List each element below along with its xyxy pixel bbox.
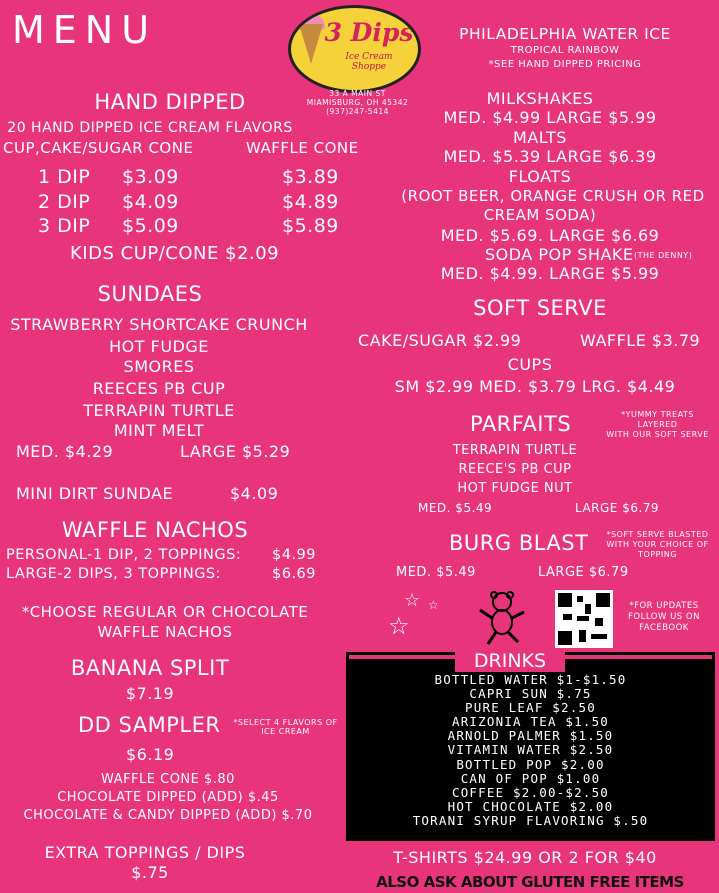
drink-item: COFFEE $2.00-$2.50 (451, 785, 610, 800)
drink-item: HOT CHOCOLATE $2.00 (447, 799, 614, 814)
dancing-bear-icon (476, 590, 528, 646)
soda-pop-title: SODA POP SHAKE (485, 245, 634, 264)
shop-logo (288, 5, 421, 93)
extra-toppings-price: $.75 (131, 863, 169, 882)
parfait-item: HOT FUDGE NUT (457, 481, 573, 496)
facebook-qr-code[interactable] (555, 590, 613, 648)
floats-desc: (ROOT BEER, ORANGE CRUSH OR RED (401, 187, 705, 205)
nachos-personal-price: $4.99 (272, 547, 317, 563)
drink-item: BOTTLED WATER $1-$1.50 (434, 672, 627, 687)
parfaits-title: PARFAITS (470, 412, 572, 436)
milkshakes-title: MILKSHAKES (486, 89, 594, 108)
facebook-note: *FOR UPDATES FOLLOW US ON FACEBOOK (628, 601, 700, 633)
parfait-item: TERRAPIN TURTLE (452, 443, 578, 458)
soft-serve-cup-prices: SM $2.99 MED. $3.79 LRG. $4.49 (394, 377, 676, 396)
sundae-item: TERRAPIN TURTLE (83, 401, 235, 420)
gluten-free-note: ALSO ASK ABOUT GLUTEN FREE ITEMS (376, 873, 684, 891)
logo-subtitle: Ice Cream Shoppe (345, 52, 393, 72)
soda-pop-prices: MED. $4.99. LARGE $5.99 (440, 264, 660, 283)
drink-item: TORANI SYRUP FLAVORING $.50 (412, 813, 649, 828)
dip-row-cup: $5.09 (122, 215, 179, 237)
water-ice-note: *SEE HAND DIPPED PRICING (488, 59, 642, 70)
sundae-large-price: LARGE $5.29 (180, 442, 291, 461)
nachos-large-price: $6.69 (272, 566, 317, 582)
floats-title: FLOATS (508, 167, 572, 186)
tshirts: T-SHIRTS $24.99 OR 2 FOR $40 (393, 848, 657, 867)
burg-blast-large: LARGE $6.79 (538, 565, 629, 580)
floats-prices: MED. $5.69. LARGE $6.69 (440, 226, 660, 245)
mini-dirt-sundae: MINI DIRT SUNDAE (16, 484, 174, 503)
menu-title: MENU (12, 8, 158, 52)
addon-choc-candy: CHOCOLATE & CANDY DIPPED (ADD) $.70 (23, 808, 313, 823)
parfait-item: REECE'S PB CUP (458, 462, 572, 477)
sundae-item: HOT FUDGE (109, 337, 209, 356)
nachos-large: LARGE-2 DIPS, 3 TOPPINGS: (6, 566, 222, 582)
col-header-waffle: WAFFLE CONE (246, 139, 359, 157)
sundae-item: SMORES (123, 357, 195, 376)
dip-row-label: 2 DIP (38, 191, 91, 213)
extra-toppings: EXTRA TOPPINGS / DIPS (44, 843, 246, 862)
address: 33 A MAIN ST MIAMISBURG, OH 45342 (937)247-5414 (306, 89, 409, 116)
addon-waffle-cone: WAFFLE CONE $.80 (101, 772, 235, 787)
sundae-item: MINT MELT (113, 421, 205, 440)
soft-serve-waffle: WAFFLE $3.79 (580, 331, 701, 350)
drink-item: CAPRI SUN $.75 (469, 686, 592, 701)
sundae-item: REECES PB CUP (92, 379, 226, 398)
parfait-med-price: MED. $5.49 (418, 501, 493, 515)
parfait-large-price: LARGE $6.79 (575, 501, 660, 515)
sundae-item: STRAWBERRY SHORTCAKE CRUNCH (10, 315, 308, 334)
soda-pop-note: (THE DENNY) (634, 251, 693, 260)
col-header-cup: CUP,CAKE/SUGAR CONE (3, 139, 194, 157)
hand-dipped-title: HAND DIPPED (94, 90, 246, 114)
milkshakes-prices: MED. $4.99 LARGE $5.99 (443, 108, 657, 127)
burg-blast-title: BURG BLAST (449, 531, 589, 555)
dd-sampler-price: $6.19 (126, 745, 175, 764)
star-icon: ☆ (404, 590, 421, 611)
addon-choc-dipped: CHOCOLATE DIPPED (ADD) $.45 (57, 790, 279, 805)
dip-row-waffle: $3.89 (282, 166, 339, 188)
drink-item: VITAMIN WATER $2.50 (447, 742, 614, 757)
nachos-personal: PERSONAL-1 DIP, 2 TOPPINGS: (6, 547, 242, 563)
floats-desc: CREAM SODA) (483, 206, 597, 224)
burg-blast-note: *SOFT SERVE BLASTED WITH YOUR CHOICE OF TOPPING (606, 530, 709, 559)
banana-split-price: $7.19 (125, 684, 175, 703)
drinks-title: DRINKS (455, 650, 565, 672)
parfaits-note: *YUMMY TREATS LAYERED WITH OUR SOFT SERVE (606, 410, 709, 439)
soft-serve-cake: CAKE/SUGAR $2.99 (358, 331, 522, 350)
dip-row-waffle: $5.89 (282, 215, 339, 237)
hand-dipped-subtitle: 20 HAND DIPPED ICE CREAM FLAVORS (7, 120, 293, 136)
logo-brand: 3 Dips (324, 18, 414, 47)
soft-serve-title: SOFT SERVE (473, 296, 607, 320)
soft-serve-cups: CUPS (507, 355, 553, 374)
drink-item: CAN OF POP $1.00 (460, 771, 601, 786)
banana-split-title: BANANA SPLIT (70, 656, 230, 680)
sundae-med-price: MED. $4.29 (16, 442, 114, 461)
drink-item: PURE LEAF $2.50 (465, 700, 596, 715)
dd-sampler-note: *SELECT 4 FLAVORS OF ICE CREAM (233, 718, 338, 736)
dd-sampler-title: DD SAMPLER (78, 713, 221, 737)
malts-title: MALTS (513, 128, 567, 147)
drink-item: ARNOLD PALMER $1.50 (447, 728, 614, 743)
nachos-note: *CHOOSE REGULAR OR CHOCOLATE (21, 603, 309, 621)
star-icon: ☆ (428, 598, 439, 612)
water-ice-flavor: TROPICAL RAINBOW (510, 45, 620, 56)
cone-icon (299, 24, 323, 64)
dip-row-cup: $3.09 (122, 166, 179, 188)
drink-item: BOTTLED POP $2.00 (456, 757, 605, 772)
sundaes-title: SUNDAES (97, 282, 203, 306)
kids-cone: KIDS CUP/CONE $2.09 (70, 243, 280, 264)
burg-blast-med: MED. $5.49 (396, 565, 476, 580)
waffle-nachos-title: WAFFLE NACHOS (61, 518, 249, 542)
dip-row-waffle: $4.89 (282, 191, 339, 213)
dip-row-label: 3 DIP (38, 215, 91, 237)
star-icon: ☆ (388, 612, 410, 640)
drink-item: ARIZONIA TEA $1.50 (451, 714, 610, 729)
mini-dirt-price: $4.09 (230, 484, 279, 503)
water-ice-title: PHILADELPHIA WATER ICE (459, 25, 671, 43)
malts-prices: MED. $5.39 LARGE $6.39 (443, 147, 657, 166)
dip-row-cup: $4.09 (122, 191, 179, 213)
dip-row-label: 1 DIP (38, 166, 91, 188)
nachos-note: WAFFLE NACHOS (97, 623, 233, 641)
